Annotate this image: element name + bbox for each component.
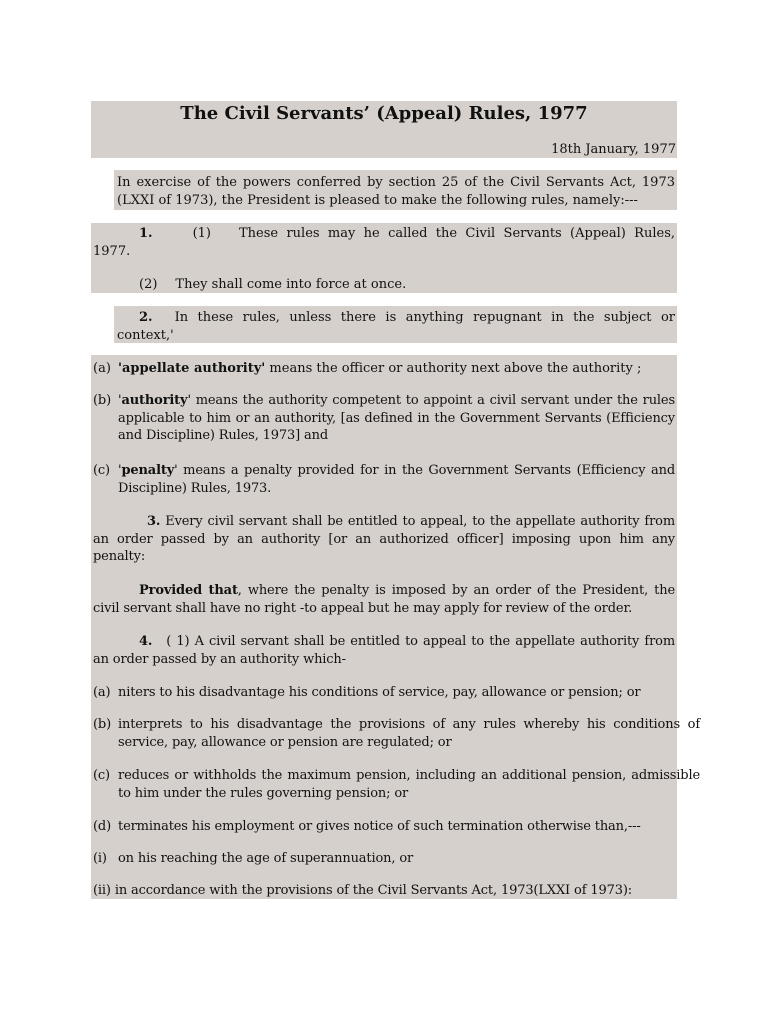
rule4-paragraph: 4. ( 1) A civil servant shall be entitled to appeal to the appellate authority from an order passed by an authority which-	[93, 634, 675, 667]
rule-number: 3.	[147, 514, 161, 529]
definition-b: (b) 'authority' means the authority competent to appoint a civil servant under the rules applicable to him or an authority, [as defined in the Government Servants (Efficiency and Discipline) Rules, 1973] and	[93, 393, 675, 443]
rule1-paragraph: 1. (1) These rules may he called the Civil Servants (Appeal) Rules, 1977.	[93, 226, 675, 259]
document-date: 18th January, 1977	[551, 142, 676, 157]
definition-c: (c) 'penalty' means a penalty provided for in the Government Servants (Efficiency and Discipline) Rules, 1973.	[93, 463, 675, 496]
clause-d: (d) terminates his employment or gives notice of such termination otherwise than,---	[93, 819, 641, 834]
clause-ii: (ii) in accordance with the provisions of the Civil Servants Act, 1973(LXXI of 1973):	[93, 883, 632, 898]
definition-a: (a) 'appellate authority' means the officer or authority next above the authority ;	[93, 361, 642, 376]
document-title: The Civil Servants’ (Appeal) Rules, 1977	[180, 103, 588, 124]
rule-number: 2.	[139, 310, 153, 325]
clause-a: (a) niters to his disadvantage his conditions of service, pay, allowance or pension; or	[93, 685, 641, 700]
preamble-paragraph: In exercise of the powers conferred by section 25 of the Civil Servants Act, 1973 (LXXI of 1973), the President is pleased to make the following rules, namely:---	[117, 175, 675, 208]
rule1-sub2: (2) They shall come into force at once.	[139, 277, 407, 292]
rule-number: 1.	[139, 226, 153, 241]
clause-c: (c) reduces or withholds the maximum pension, including an additional pension, admissible to him under the rules governing pension; or	[93, 768, 700, 801]
rule3-paragraph: 3. Every civil servant shall be entitled to appeal, to the appellate authority from an order passed by an authority [or an authorized officer] imposing upon him any penalty:	[93, 514, 675, 564]
rule-number: 4.	[139, 634, 153, 649]
clause-i: (i) on his reaching the age of superannuation, or	[93, 851, 414, 866]
clause-b: (b) interprets to his disadvantage the provisions of any rules whereby his conditions of service, pay, allowance or pension are regulated; or	[93, 717, 700, 750]
rule2-paragraph: 2. In these rules, unless there is anything repugnant in the subject or context,'	[117, 310, 675, 343]
proviso-paragraph: Provided that, where the penalty is imposed by an order of the President, the civil servant shall have no right -to appeal but he may apply for review of the order.	[93, 583, 675, 616]
